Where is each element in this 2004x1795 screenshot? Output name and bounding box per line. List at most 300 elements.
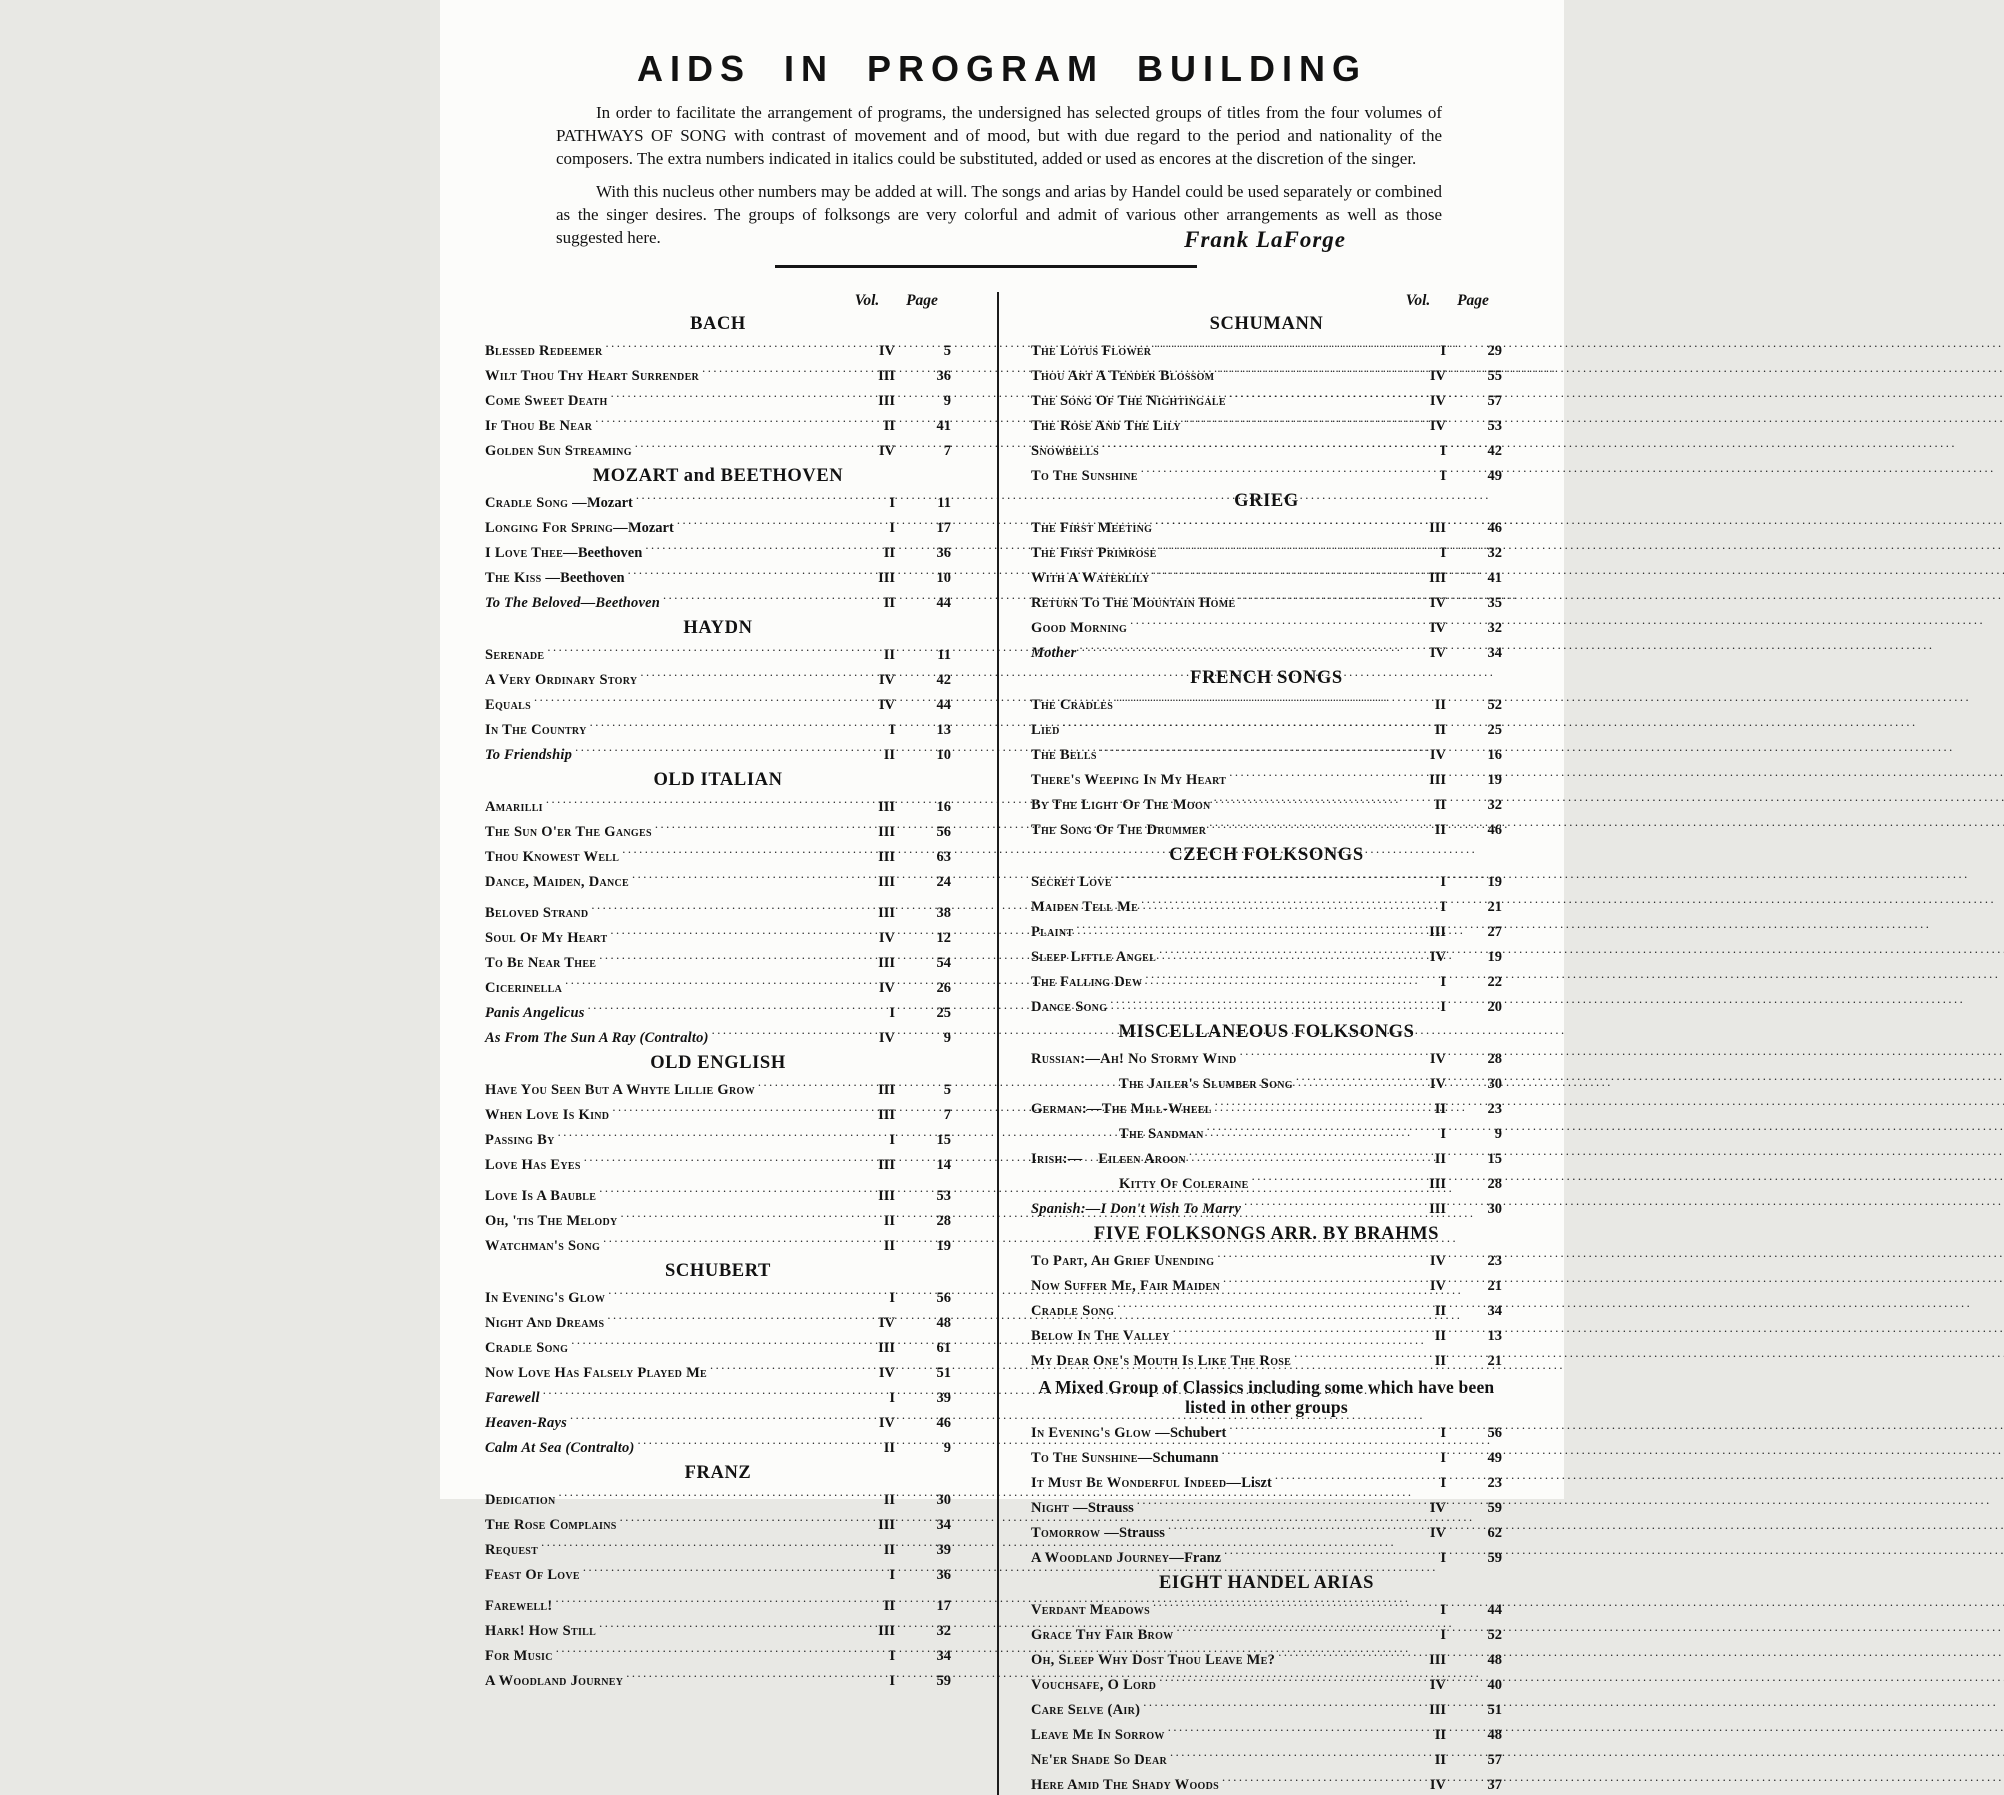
page-number: 22 [1487,974,1502,990]
volume-number: IV [878,1365,895,1381]
volume-number: I [1440,468,1446,484]
volume-number: I [889,1567,895,1583]
composer-name: Beethoven [560,570,625,586]
volume-number: I [1440,1425,1446,1441]
page-number: 14 [936,1157,951,1173]
page-number: 19 [1487,874,1502,890]
volume-number: III [878,368,895,384]
song-title: The Falling Dew [1031,974,1143,990]
volume-number: III [1429,772,1446,788]
dot-leader [1155,513,1402,532]
page-number: 17 [936,520,951,536]
volume-number: IV [1429,747,1446,763]
dot-leader [1229,765,1402,784]
intro-paragraph-1: In order to facilitate the arrangement of programs, the undersigned has selected groups of titles from the four volumes of PATHWAYS OF SONG with contrast of movement and of mood, but with due regard to the period and nationality of the composers. The extra numbers indicated in italics could be substituted, added or used as encores at the discretion of the singer. [556,103,1442,168]
page-number: 44 [936,697,951,713]
page-number: 48 [1487,1652,1502,1668]
page-number: 9 [943,1440,951,1456]
song-title: Amarilli [485,799,543,815]
dot-leader [1214,790,1402,809]
volume-number: III [878,1623,895,1639]
song-title: Lied [1031,722,1060,738]
song-title: Hark! How Still [485,1623,597,1639]
song-title: Dance Song [1031,999,1108,1015]
dot-leader [1100,740,1402,759]
index-columns [440,292,1564,1795]
song-title: Cradle Song — [485,495,587,511]
song-row [485,948,951,973]
page-number: 56 [1487,1425,1502,1441]
song-title: Mother [1031,645,1077,661]
volume-number: I [1440,999,1446,1015]
song-title: Leave Me In Sorrow [1031,1727,1165,1743]
dot-leader [1252,1169,1402,1188]
dot-leader [608,1283,851,1302]
song-row [485,1383,951,1408]
volume-number: III [1429,1702,1446,1718]
volume-number: IV [878,672,895,688]
page-number: 28 [1487,1176,1502,1192]
song-row [485,1666,951,1691]
page-number: 32 [936,1623,951,1639]
song-row [1031,740,1502,765]
song-title: Watchman's Song [485,1238,601,1254]
page-number: 40 [1487,1677,1502,1693]
dot-leader [605,336,851,355]
song-row [485,1206,951,1231]
page-number: 27 [1487,924,1502,940]
page-number: 42 [1487,443,1502,459]
dot-leader [1209,815,1402,834]
song-row [485,1181,951,1206]
song-title: Longing For Spring— [485,520,628,536]
dot-leader [1168,1518,1402,1537]
song-title: The Rose And The Lily [1031,418,1181,434]
song-title: Equals [485,697,531,713]
dot-leader [1141,892,1402,911]
dot-leader [1229,1418,1402,1437]
dot-leader [1115,867,1402,886]
dot-leader [1159,1670,1402,1689]
page-number: 53 [1487,418,1502,434]
song-row [485,923,951,948]
dot-leader [571,1333,851,1352]
dot-leader [1244,1194,1402,1213]
author-signature: Frank LaForge [1184,227,1346,252]
song-title: Spanish:—I Don't Wish To Marry [1031,1201,1242,1217]
page-number: 23 [1487,1101,1502,1117]
volume-number: III [878,1082,895,1098]
song-row [1031,715,1502,740]
section-heading: SCHUBERT [665,1261,771,1281]
left-column-sections [485,314,951,1691]
column-header-left [485,292,951,309]
song-row [485,1560,951,1585]
volume-number: III [1429,570,1446,586]
song-row [485,1591,951,1616]
volume-number: IV [1429,1278,1446,1294]
song-title: To Part, Ah Grief Unending [1031,1253,1215,1269]
dot-leader [590,715,851,734]
page-number: 37 [1487,1777,1502,1793]
song-row [1031,1770,1502,1795]
song-title: Calm At Sea (Contralto) [485,1440,635,1456]
dot-leader [677,513,851,532]
vol-header: Vol. [854,292,880,309]
volume-number: II [883,1598,895,1614]
song-title: Golden Sun Streaming [485,443,632,459]
volume-number: III [878,824,895,840]
song-title: The Cradles [1031,697,1114,713]
dot-leader [1160,538,1402,557]
song-row [485,1075,951,1100]
dot-leader [1143,1695,1402,1714]
song-row [485,1616,951,1641]
song-row [1031,1720,1502,1745]
volume-number: II [1434,1353,1446,1369]
song-title: The Lotus Flower [1031,343,1152,359]
dot-leader [610,923,851,942]
composer-name: Mozart [586,495,633,511]
song-title: With A Waterlily [1031,570,1150,586]
song-row [485,792,951,817]
dot-leader [710,1358,851,1377]
dot-leader [1222,1770,1402,1789]
page-number: 32 [1487,545,1502,561]
page-number: 44 [936,595,951,611]
dot-leader [575,740,851,759]
song-title: Night And Dreams [485,1315,605,1331]
page-number: 21 [1487,899,1502,915]
song-title: The First Primrose [1031,545,1157,561]
volume-number: II [883,1440,895,1456]
song-row [1031,765,1502,790]
song-title: Heaven-Rays [485,1415,567,1431]
page-number: 19 [1487,772,1502,788]
song-title: The Rose Complains [485,1517,617,1533]
dot-leader [1154,336,1402,355]
song-title: Irish:— Eileen Aroon [1031,1151,1186,1167]
page-number: 21 [1487,1278,1502,1294]
dot-leader [645,538,851,557]
volume-number: IV [1429,393,1446,409]
volume-number: III [878,1517,895,1533]
dot-leader [603,1231,851,1250]
dot-leader [556,1591,851,1610]
song-title: Passing By [485,1132,555,1148]
volume-number: IV [878,980,895,996]
song-title: Plaint [1031,924,1074,940]
song-title: Now Love Has Falsely Played Me [485,1365,708,1381]
page-number: 51 [1487,1702,1502,1718]
dot-leader [547,640,851,659]
intro-paragraph-2: With this nucleus other numbers may be added at will. The songs and arias by Handel could be used separately or combined as the singer desires. The groups of folksongs are very colorful and admit of various other arrangements as well as those suggested here. [556,182,1442,247]
document-page [440,0,1564,1793]
page-number: 20 [1487,999,1502,1015]
volume-number: IV [1429,1525,1446,1541]
page-number: 29 [1487,343,1502,359]
dot-leader [1176,1620,1402,1639]
volume-number: III [878,393,895,409]
volume-number: II [883,1213,895,1229]
dot-leader [599,948,851,967]
page-number: 34 [936,1517,951,1533]
composer-name: Strauss [1087,1500,1134,1516]
dot-leader [640,665,851,684]
volume-number: III [878,905,895,921]
song-title: Soul Of My Heart [485,930,608,946]
volume-number: I [1440,1126,1446,1142]
song-title: Panis Angelicus [485,1005,585,1021]
song-title: Love Has Eyes [485,1157,581,1173]
dot-leader [628,563,851,582]
volume-number: I [1440,1627,1446,1643]
volume-number: III [878,955,895,971]
song-title: It Must Be Wonderful Indeed— [1031,1475,1242,1491]
song-title: For Music [485,1648,553,1664]
song-row [485,640,951,665]
song-title: Here Amid The Shady Woods [1031,1777,1220,1793]
page-number: 38 [936,905,951,921]
page-number: 15 [936,1132,951,1148]
page-number: 5 [943,343,951,359]
dot-leader [1170,1745,1402,1764]
song-title: The First Meeting [1031,520,1153,536]
volume-number: II [883,647,895,663]
song-title: When Love Is Kind [485,1107,610,1123]
song-title: Good Morning [1031,620,1128,636]
song-title: Maiden Tell Me [1031,899,1139,915]
song-title: Russian:—Ah! No Stormy Wind [1031,1051,1237,1067]
song-title: Oh, 'tis The Melody [485,1213,618,1229]
volume-number: I [889,520,895,536]
dot-leader [583,1560,851,1579]
dot-leader [1159,942,1402,961]
dot-leader [1238,588,1402,607]
song-title: Farewell! [485,1598,553,1614]
volume-number: II [883,545,895,561]
song-title: Have You Seen But A Whyte Lillie Grow [485,1082,755,1098]
volume-number: IV [878,443,895,459]
volume-number: IV [1429,1677,1446,1693]
dot-leader [588,998,851,1017]
volume-number: I [889,1005,895,1021]
song-row [485,1283,951,1308]
volume-number: III [878,849,895,865]
dot-leader [626,1666,851,1685]
section-heading: OLD ITALIAN [653,770,783,790]
song-title: There's Weeping In My Heart [1031,772,1227,788]
dot-leader [1222,1443,1402,1462]
volume-number: II [1434,1752,1446,1768]
dot-leader [1275,1468,1402,1487]
page-number: 34 [936,1648,951,1664]
volume-number: I [1440,1550,1446,1566]
song-row [485,1485,951,1510]
page-number: 41 [1487,570,1502,586]
song-title: A Woodland Journey— [1031,1550,1185,1566]
dot-leader [1110,992,1402,1011]
song-row [485,411,951,436]
dot-leader [1217,361,1402,380]
page-number: 48 [1487,1727,1502,1743]
volume-number: IV [1429,620,1446,636]
dot-leader [591,898,851,917]
composer-name: Liszt [1241,1475,1272,1491]
dot-leader [565,973,851,992]
song-row [485,563,951,588]
dot-leader [1102,436,1402,455]
volume-number: II [1434,697,1446,713]
page-number: 15 [1487,1151,1502,1167]
dot-leader [622,842,851,861]
dot-leader [558,1125,851,1144]
song-title: To The Sunshine [1031,468,1138,484]
section-heading: MISCELLANEOUS FOLKSONGS [1118,1022,1415,1042]
page-number: 26 [936,980,951,996]
page-number: 16 [936,799,951,815]
page-number: 19 [1487,949,1502,965]
song-title: Thou Knowest Well [485,849,620,865]
song-row [485,973,951,998]
page-number: 41 [936,418,951,434]
page-header: Page [906,292,938,309]
page-number: 13 [1487,1328,1502,1344]
volume-number: II [883,1542,895,1558]
song-title: Dance, Maiden, Dance [485,874,630,890]
section-heading: FRENCH SONGS [1190,668,1343,688]
volume-number: IV [1429,949,1446,965]
dot-leader [1215,1094,1402,1113]
dot-leader [1223,1271,1402,1290]
song-row [1031,461,1502,486]
song-row [1031,1246,1502,1271]
page-number: 35 [1487,595,1502,611]
song-title: To The Sunshine— [1031,1450,1153,1466]
page-number: 59 [1487,1550,1502,1566]
dot-leader [1184,411,1402,430]
page-number: 34 [1487,1303,1502,1319]
song-title: As From The Sun A Ray (Contralto) [485,1030,709,1046]
song-title: Vouchsafe, O Lord [1031,1677,1157,1693]
song-title: Now Suffer Me, Fair Maiden [1031,1278,1221,1294]
song-row [485,336,951,361]
dot-leader [1173,1321,1402,1340]
section-heading: FRANZ [684,1463,752,1483]
song-row [485,1433,951,1458]
song-title: German:—The Mill-Wheel [1031,1101,1212,1117]
song-title: My Dear One's Mouth Is Like The Rose [1031,1353,1292,1369]
volume-number: I [1440,1602,1446,1618]
volume-number: II [883,1492,895,1508]
song-title: Grace Thy Fair Brow [1031,1627,1174,1643]
dot-leader [1217,1246,1402,1265]
composer-name: Schumann [1152,1450,1219,1466]
page-number: 25 [1487,722,1502,738]
song-row [485,1023,951,1048]
song-title: Thou Art A Tender Blossom [1031,368,1215,384]
song-title: The Jailer's Slumber Song [1119,1076,1293,1092]
page-number: 10 [936,570,951,586]
song-title: By The Light Of The Moon [1031,797,1211,813]
page-number: 17 [936,1598,951,1614]
dot-leader [546,792,851,811]
page-number: 5 [943,1082,951,1098]
page-number: 42 [936,672,951,688]
page-number: 36 [936,545,951,561]
composer-name: Franz [1184,1550,1222,1566]
song-title: Request [485,1542,539,1558]
page-number: 46 [1487,520,1502,536]
volume-number: II [883,595,895,611]
song-row [485,386,951,411]
dot-leader [595,411,851,430]
volume-number: II [1434,1303,1446,1319]
dot-leader [599,1181,851,1200]
volume-number: II [1434,1328,1446,1344]
page-number: 23 [1487,1475,1502,1491]
composer-name: Beethoven [577,545,643,561]
song-row [485,842,951,867]
song-row [1031,1044,1502,1069]
volume-number: IV [878,1030,895,1046]
page-number: 28 [1487,1051,1502,1067]
volume-number: IV [1429,595,1446,611]
dot-leader [1116,690,1402,709]
page-number: 30 [936,1492,951,1508]
volume-number: I [889,1290,895,1306]
volume-number: I [1440,545,1446,561]
volume-number: II [883,1238,895,1254]
page-number: 36 [936,1567,951,1583]
page-number: 36 [936,368,951,384]
song-title: Oh, Sleep Why Dost Thou Leave Me? [1031,1652,1276,1668]
song-title: Return To The Mountain Home [1031,595,1236,611]
volume-number: II [1434,1101,1446,1117]
song-title: Love Is A Bauble [485,1188,597,1204]
song-title: To Be Near Thee [485,955,597,971]
page-number: 7 [943,1107,951,1123]
page-number: 56 [936,824,951,840]
volume-number: II [1434,822,1446,838]
section-heading: GRIEG [1234,491,1299,511]
song-title: Night — [1031,1500,1088,1516]
dot-leader [712,1023,851,1042]
song-title: The Sandman [1119,1126,1204,1142]
song-row [485,1100,951,1125]
page-number: 57 [1487,1752,1502,1768]
page-number: 39 [936,1542,951,1558]
page-number: 11 [937,495,951,511]
dot-leader [534,690,851,709]
composer-name: Mozart [627,520,674,536]
volume-number: III [1429,1652,1446,1668]
section-heading: HAYDN [683,618,753,638]
horizontal-rule [775,265,1197,268]
volume-number: I [1440,899,1446,915]
page-number: 7 [943,443,951,459]
volume-number: I [889,495,895,511]
page-number: 23 [1487,1253,1502,1269]
dot-leader [1130,613,1402,632]
volume-number: IV [1429,368,1446,384]
dot-leader [632,867,851,886]
song-row [485,867,951,892]
page-number: 52 [1487,1627,1502,1643]
page-number: 49 [1487,468,1502,484]
volume-number: IV [878,1315,895,1331]
page-number: 51 [936,1365,951,1381]
